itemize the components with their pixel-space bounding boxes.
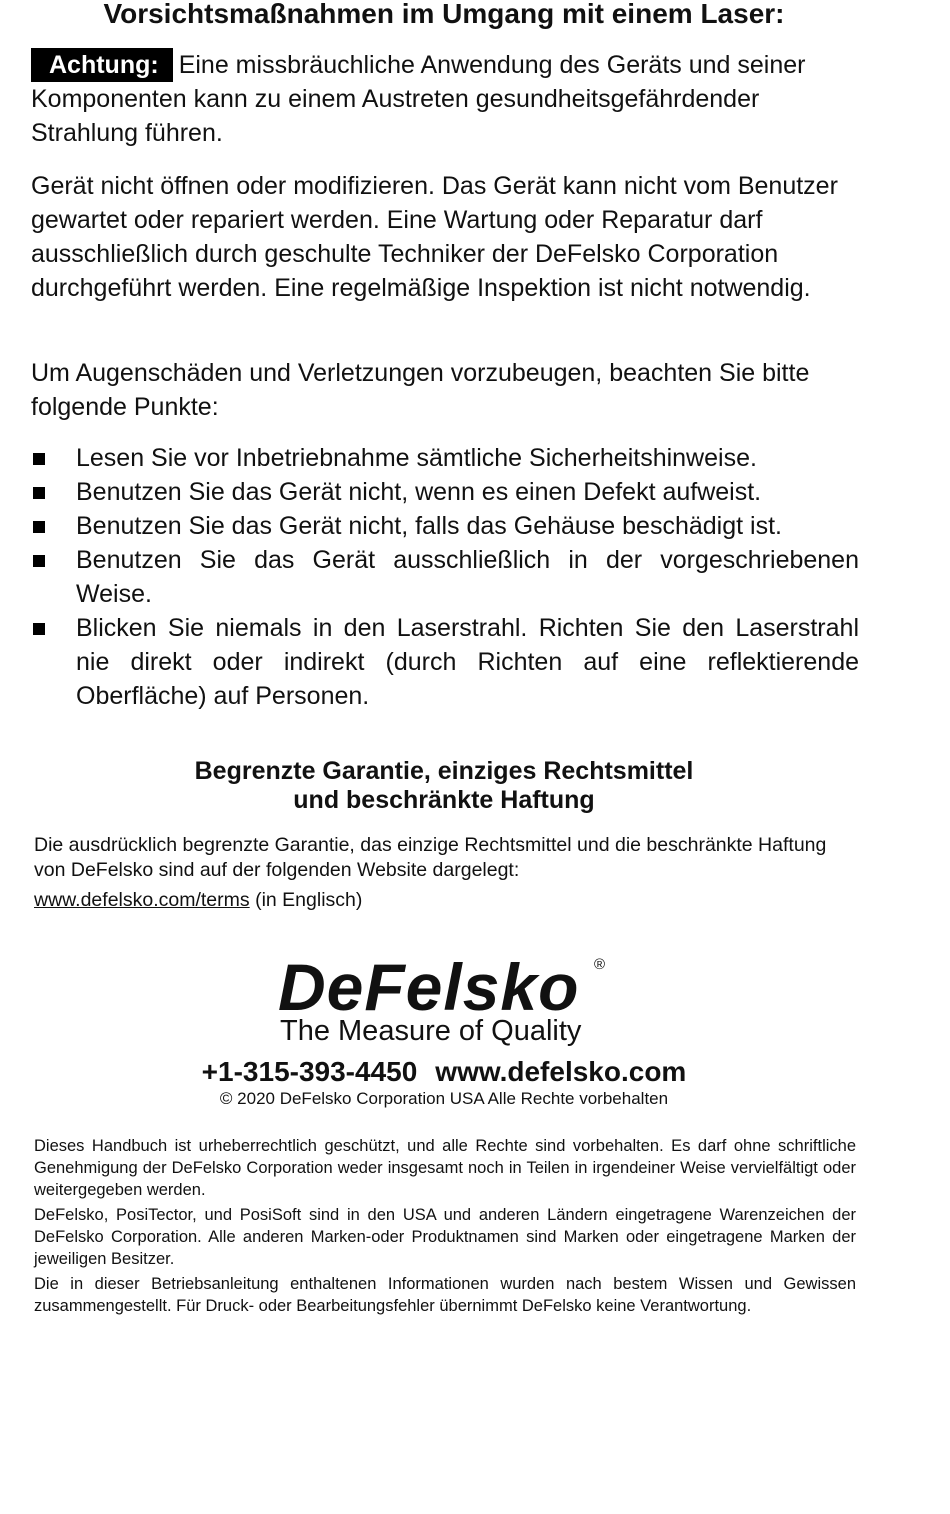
list-item-text: Benutzen Sie das Gerät nicht, wenn es einen Defekt aufweist. <box>76 478 762 506</box>
terms-link[interactable]: www.defelsko.com/terms <box>34 889 250 911</box>
list-item <box>31 509 859 543</box>
warranty-text: Die ausdrücklich begrenzte Garantie, das einzige Rechtsmittel und die beschränkte Haftung von DeFelsko sind auf der folgenden Website dargelegt: <box>34 834 827 881</box>
list-item-text: Lesen Sie vor Inbetriebnahme sämtliche Sicherheitshinweise. <box>76 444 757 472</box>
list-item-text: Blicken Sie niemals in den Laserstrahl. Richten Sie den Laserstrahl nie direkt oder indirekt (durch Richten auf eine reflektierende Oberfläche) auf Personen. <box>76 614 859 710</box>
warning-paragraph <box>31 48 861 150</box>
black-square-bullet-icon <box>33 453 45 465</box>
terms-link-note: (in Englisch) <box>255 889 363 911</box>
legal-copyright-paragraph: Dieses Handbuch ist urheberrechtlich geschützt, und alle Rechte sind vorbehalten. Es darf ohne schriftliche Genehmigung der DeFelsko Corporation weder insgesamt noch in Teilen in irgendeiner Weise vervielfältigt oder weitergegeben werden. <box>34 1137 856 1199</box>
copyright-notice: © 2020 DeFelsko Corporation USA Alle Rechte vorbehalten <box>219 1089 669 1108</box>
intro-paragraph: Um Augenschäden und Verletzungen vorzubeugen, beachten Sie bitte folgende Punkte: <box>31 359 810 421</box>
logo-tagline: The Measure of Quality <box>280 1015 582 1047</box>
list-item <box>31 543 859 611</box>
warranty-heading-line-2: und beschränkte Haftung <box>293 786 595 814</box>
service-paragraph: Gerät nicht öffnen oder modifizieren. Das Gerät kann nicht vom Benutzer gewartet oder repariert werden. Eine Wartung oder Reparatur darf ausschließlich durch geschulte Techniker der DeFelsko Corporation durchgeführt werden. Eine regelmäßige Inspektion ist nicht notwendig. <box>31 172 838 302</box>
laser-safety-list <box>31 441 859 713</box>
warranty-heading-line-1: Begrenzte Garantie, einziges Rechtsmittel <box>194 757 694 785</box>
defelsko-logo <box>278 952 618 1047</box>
black-square-bullet-icon <box>33 487 45 499</box>
black-square-bullet-icon <box>33 521 45 533</box>
legal-disclaimer-paragraph: Die in dieser Betriebsanleitung enthaltenen Informationen wurden nach bestem Wissen und Gewissen zusammengestellt. Für Druck- oder Bearbeitungsfehler übernimmt DeFelsko keine Verantwortung. <box>34 1275 856 1315</box>
website-link[interactable]: www.defelsko.com <box>435 1056 687 1087</box>
contact-line <box>0 1055 888 1089</box>
list-item-text: Benutzen Sie das Gerät nicht, falls das Gehäuse beschädigt ist. <box>76 512 782 540</box>
black-square-bullet-icon <box>33 555 45 567</box>
registered-mark: ® <box>594 956 606 973</box>
phone-number: +1-315-393-4450 <box>201 1056 418 1087</box>
warranty-link-line <box>34 888 860 913</box>
black-square-bullet-icon <box>33 623 45 635</box>
list-item <box>31 441 859 475</box>
laser-safety-heading: Vorsichtsmaßnahmen im Umgang mit einem Laser: <box>103 0 785 29</box>
logo-wordmark: DeFelsko <box>278 950 580 1024</box>
list-item <box>31 611 859 713</box>
warranty-heading <box>0 757 888 815</box>
warning-badge: Achtung: <box>31 48 173 82</box>
warning-text: Eine missbräuchliche Anwendung des Geräts und seiner Komponenten kann zu einem Austreten gesundheitsgefährdender Strahlung führen. <box>31 51 806 147</box>
list-item <box>31 475 859 509</box>
list-item-text: Benutzen Sie das Gerät ausschließlich in der vorgeschriebenen Weise. <box>76 546 859 608</box>
legal-trademark-paragraph: DeFelsko, PosiTector, und PosiSoft sind in den USA und anderen Ländern eingetragene Warenzeichen der DeFelsko Corporation. Alle anderen Marken-oder Produktnamen sind Marken oder eingetragene Marken der jeweiligen Besitzer. <box>34 1206 856 1268</box>
